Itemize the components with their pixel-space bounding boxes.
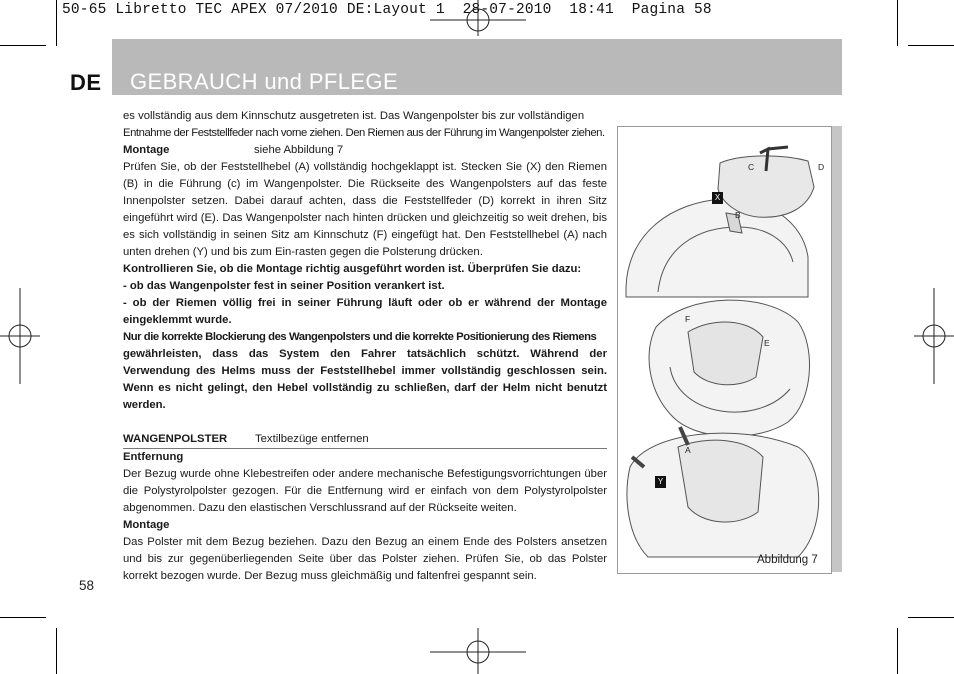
page-number: 58 <box>79 578 95 593</box>
removal-label: Entfernung <box>123 451 184 463</box>
check-item: - ob das Wangenpolster fest in seiner Position verankert ist. <box>123 280 445 292</box>
figure-label-a: A <box>685 445 691 455</box>
crop-mark <box>897 0 898 46</box>
crop-mark <box>56 0 57 46</box>
figure-label-d: D <box>818 162 825 172</box>
crop-mark <box>56 628 57 674</box>
page-title: GEBRAUCH und PFLEGE <box>130 69 399 94</box>
registration-mark-bottom <box>430 628 526 674</box>
figure-label-b: B <box>735 210 741 220</box>
crop-mark <box>908 45 954 46</box>
mount-text: Das Polster mit dem Bezug beziehen. Dazu den Bezug an einem Ende des Polsters ansetzen und bis zur gegenüberliegenden Seite über das Polster ziehen. Prüfen Sie, ob das Polster korrekt bezogen wurde. Der Bezug muss gleichmäßig und faltenfrei gespannt sein. <box>123 536 607 582</box>
cheek-pad-2 <box>688 322 763 385</box>
registration-mark-left <box>0 288 40 384</box>
check-heading: Kontrollieren Sie, ob die Montage richtig ausgeführt worden ist. Überprüfen Sie dazu: <box>123 263 582 275</box>
figure-label-f: F <box>685 314 691 324</box>
mount-label: Montage <box>123 519 170 531</box>
registration-mark-right <box>914 288 954 384</box>
figure-caption: Abbildung 7 <box>757 554 818 566</box>
assembly-instructions: Prüfen Sie, ob der Feststellhebel (A) vollständig hochgeklappt ist. Stecken Sie (X) den Riemen (B) in die Führung (c) im Wangenpolster. Die Rückseite des Wangenpolsters auf das feste Innenpolster setzen. Dabei darauf achten, dass die Feststellfeder (D) korrekt in ihren Sitz eingeführt wird (E). Das Wangenpolster nach hinten drücken und gleichzeitig so weit drehen, bis es sich vollständig in seinen Sitz am Kinnschutz (F) eingefügt hat. Den Feststellhebel (A) nach unten drehen (Y) und bis zum Ein-rasten gegen die Polsterung drücken. <box>123 161 607 258</box>
crop-mark <box>0 617 46 618</box>
registration-mark-top <box>430 0 526 36</box>
figure-label-c: C <box>748 162 755 172</box>
warning-text: Nur die korrekte Blockierung des Wangenpolsters und die korrekte Positionierung des Riemens <box>123 331 597 343</box>
paragraph: Entnahme der Feststellfeder nach vorne ziehen. Den Riemen aus der Führung im Wangenpolster ziehen. <box>123 127 605 139</box>
section-label: WANGENPOLSTER <box>123 433 228 445</box>
crop-mark <box>0 45 46 46</box>
removal-text: Der Bezug wurde ohne Klebestreifen oder andere mechanische Befestigungsvorrichtungen über die Polystyrolpolster gezogen. Für die Entfernung wird er einfach von dem Polystyrolpolster abgenommen. Dazu den elastischen Verschlussrand auf der Rückseite weiten. <box>123 468 607 514</box>
section-subtitle: Textilbezüge entfernen <box>255 433 369 445</box>
warning-text: gewährleisten, dass das System den Fahrer tatsächlich schützt. Während der Verwendung des Helms muss der Feststellhebel immer vollständig geschlossen sein. Wenn es nicht gelingt, den Hebel vollständig zu schließen, darf der Helm nicht benutzt werden. <box>123 348 607 411</box>
figure-label-y: Y <box>655 476 666 488</box>
figure-7 <box>617 126 832 574</box>
section-heading <box>123 431 607 449</box>
print-slug-line: 50-65 Libretto TEC APEX 07/2010 DE:Layout 1 28-07-2010 18:41 Pagina 58 <box>62 2 712 18</box>
paragraph: es vollständig aus dem Kinnschutz ausgetreten ist. Das Wangenpolster bis zur vollständigen <box>123 110 585 122</box>
figure-label-x: X <box>712 192 723 204</box>
check-item: - ob der Riemen völlig frei in seiner Führung läuft oder ob er während der Montage eingeklemmt wurde. <box>123 297 607 326</box>
figure-reference: siehe Abbildung 7 <box>254 144 344 156</box>
crop-mark <box>908 617 954 618</box>
figure-label-e: E <box>764 338 770 348</box>
language-code: DE <box>70 70 102 95</box>
montage-label: Montage <box>123 144 170 156</box>
montage-reference-row <box>123 142 607 159</box>
body-text <box>123 108 607 585</box>
crop-mark <box>897 628 898 674</box>
helmet-illustration <box>618 127 831 573</box>
